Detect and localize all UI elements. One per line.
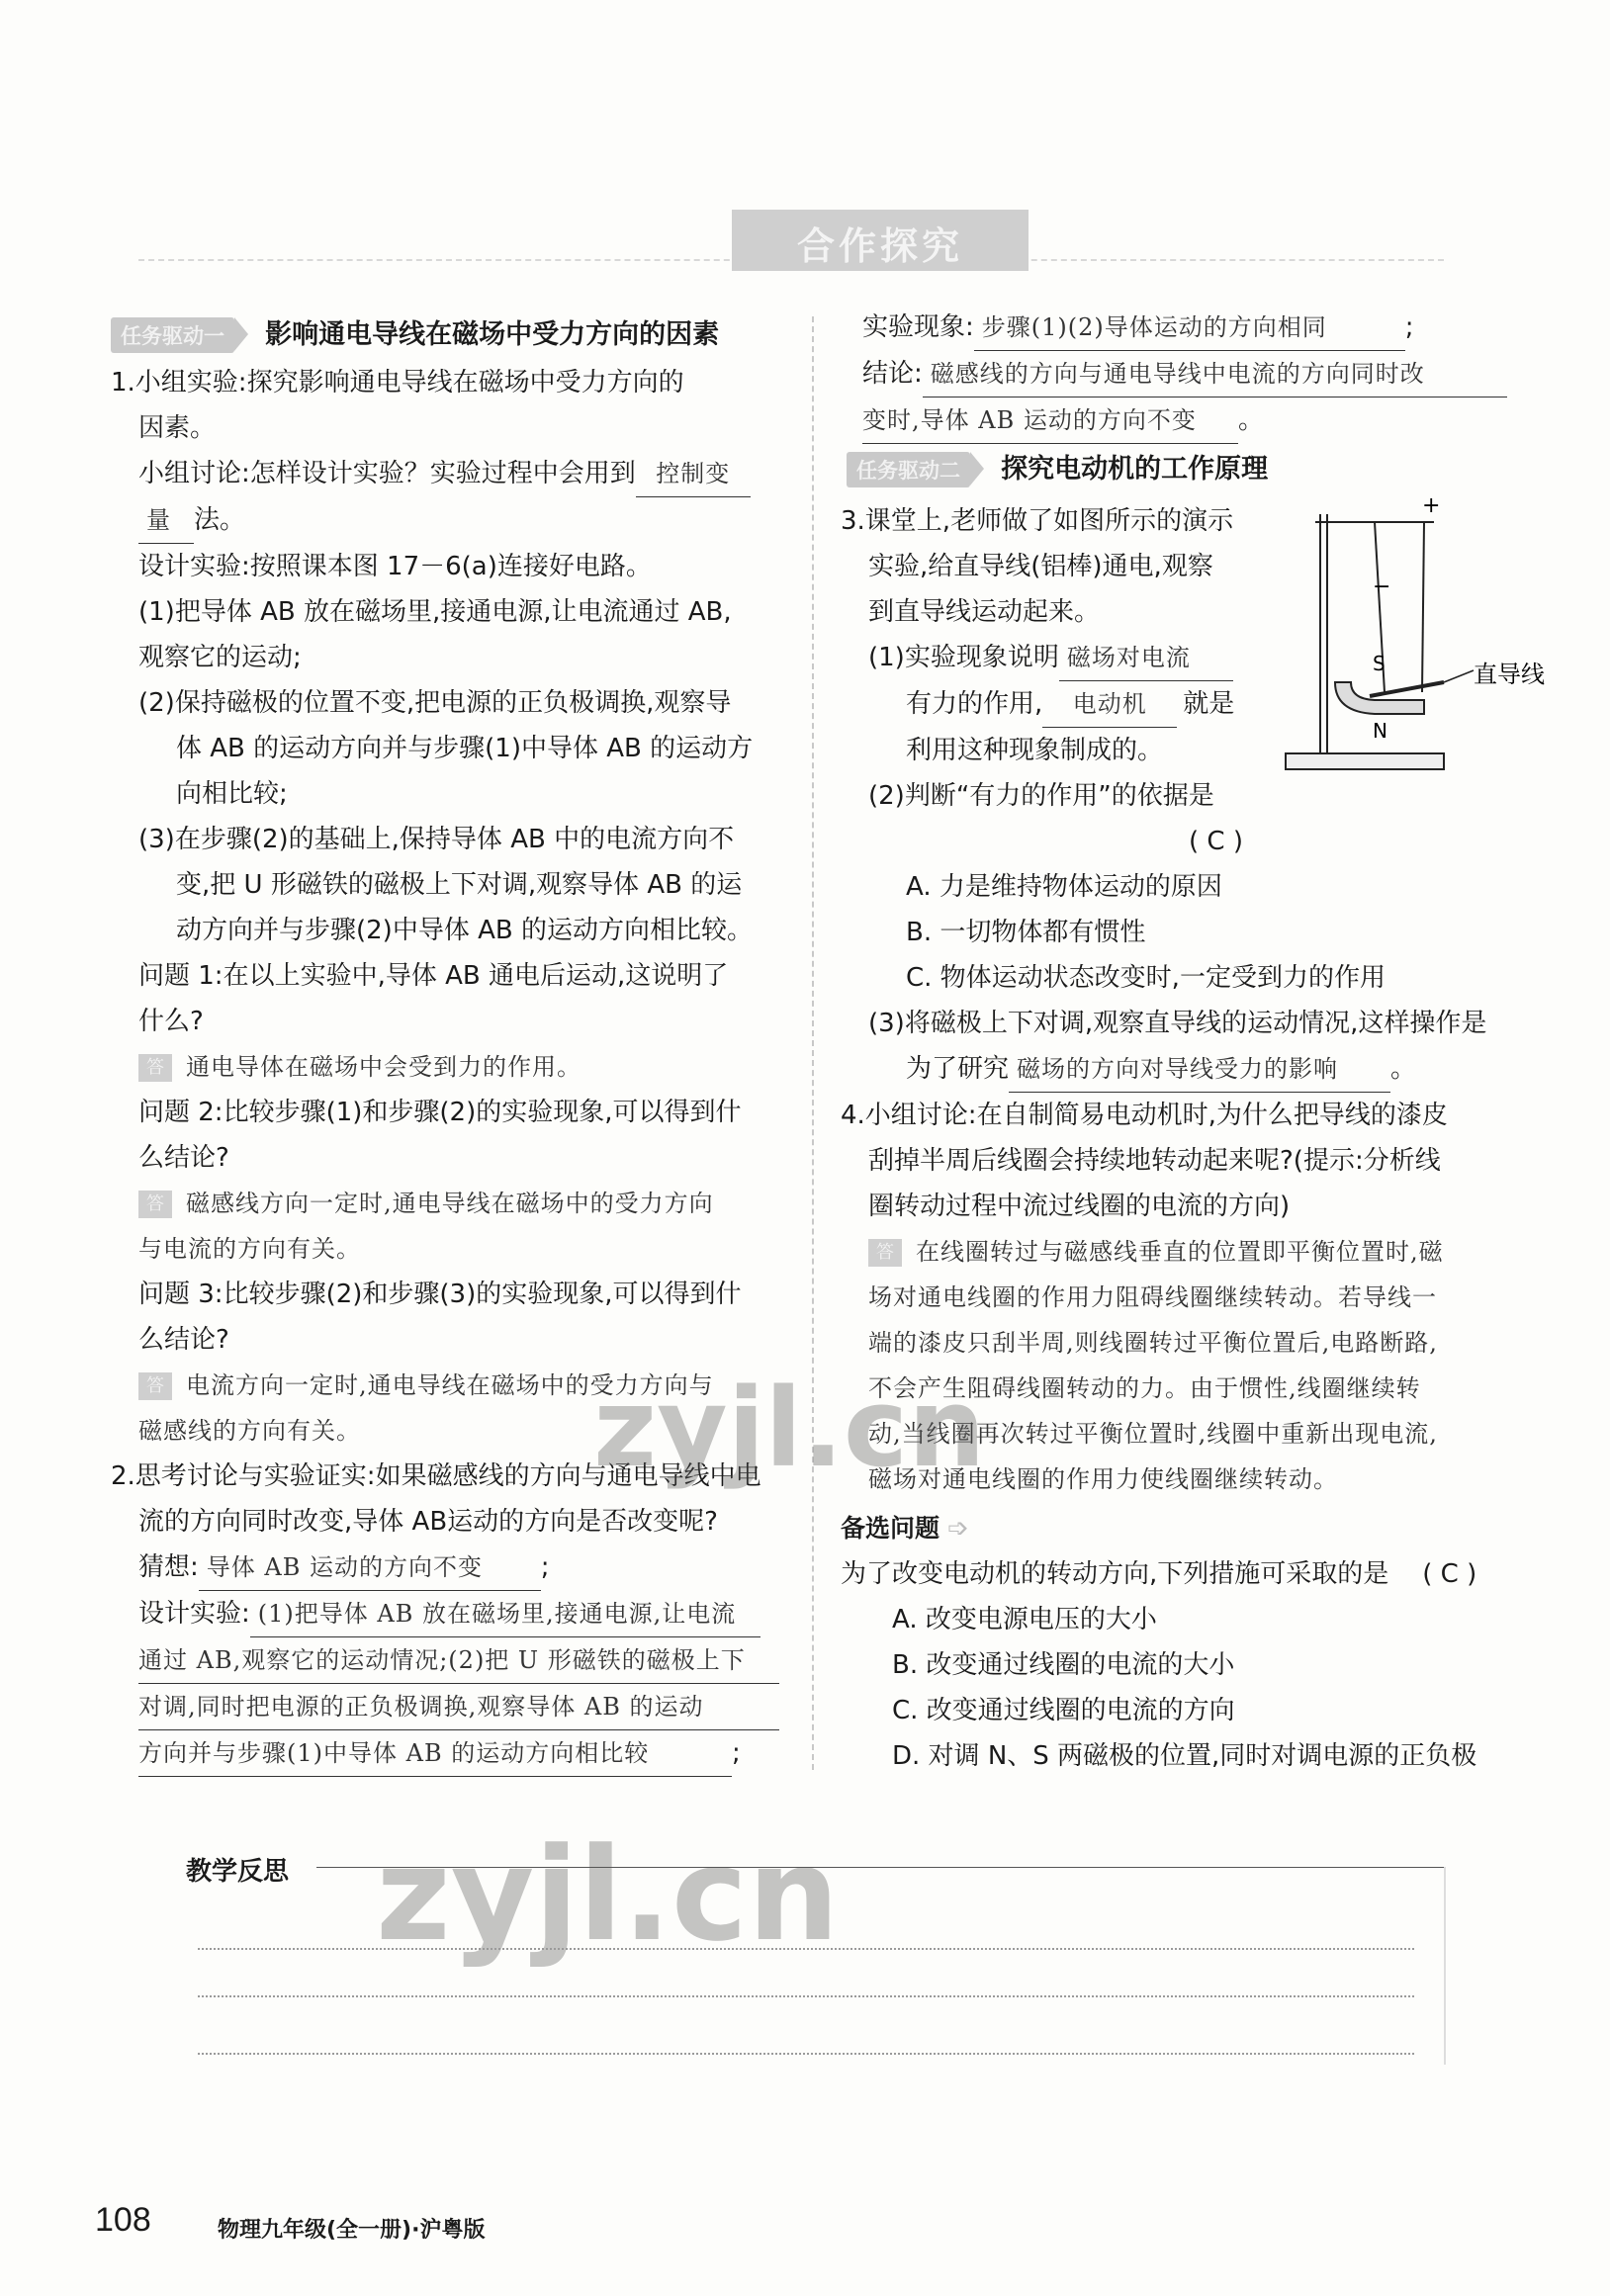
answer2 bbox=[111, 1181, 803, 1226]
answer4-text-e: 动,当线圈再次转过平衡位置时,线圈中重新出现电流, bbox=[868, 1420, 1438, 1448]
conclusion-prefix: 结论: bbox=[862, 359, 923, 389]
q3-3-period: 。 bbox=[1390, 1054, 1417, 1084]
q3-line1: 3.课堂上,老师做了如图所示的演示 bbox=[841, 506, 1234, 536]
alt-option-c: C. 改变通过线圈的电流的方向 bbox=[892, 1696, 1235, 1725]
step2-line1: (2)保持磁极的位置不变,把电源的正负极调换,观察导 bbox=[138, 688, 732, 718]
watermark-1: zyjl.cn bbox=[593, 1365, 986, 1491]
answer4-text-d: 不会产生阻碍线圈转动的力。由于惯性,线圈继续转 bbox=[868, 1374, 1421, 1402]
reflection-box-right bbox=[1444, 1867, 1446, 2065]
page-number: 108 bbox=[95, 2201, 151, 2239]
discuss-suffix: 法。 bbox=[194, 505, 246, 535]
answer-label: 答 bbox=[138, 1054, 172, 1082]
task2-title: 探究电动机的工作原理 bbox=[1001, 454, 1269, 485]
phenomenon-line bbox=[862, 305, 1545, 351]
option-b: B. 一切物体都有惯性 bbox=[906, 918, 1146, 947]
stand-base bbox=[1286, 753, 1444, 769]
reflection-line-3 bbox=[198, 2053, 1414, 2055]
wire-plus bbox=[1422, 522, 1424, 692]
step3-line3: 动方向并与步骤(2)中导体 AB 的运动方向相比较。 bbox=[176, 916, 753, 945]
step3-line1: (3)在步骤(2)的基础上,保持导体 AB 中的电流方向不 bbox=[138, 825, 735, 854]
option-c: C. 物体运动状态改变时,一定受到力的作用 bbox=[906, 963, 1386, 993]
reflection-line-2 bbox=[198, 1995, 1414, 1997]
problem2-line2: 么结论? bbox=[138, 1143, 229, 1173]
design2-line1 bbox=[111, 1591, 803, 1637]
right-column-top bbox=[862, 305, 1545, 444]
conclusion-period: 。 bbox=[1238, 405, 1265, 435]
design2-semicolon: ; bbox=[732, 1738, 741, 1768]
alt-option-d: D. 对调 N、S 两磁极的位置,同时对调电源的正负极 bbox=[892, 1741, 1477, 1771]
alt-answer: ( C ) bbox=[1422, 1559, 1477, 1589]
book-title: 物理九年级(全一册)·沪粤版 bbox=[218, 2218, 486, 2243]
answer4-line1 bbox=[841, 1229, 1553, 1275]
step1-line1: (1)把导体 AB 放在磁场里,接通电源,让电流通过 AB, bbox=[138, 597, 732, 627]
reflection-line-1 bbox=[198, 1948, 1414, 1950]
answer4-text-f: 磁场对通电线圈的作用力使线圈继续转动。 bbox=[868, 1465, 1338, 1493]
alt-option-b: B. 改变通过线圈的电流的大小 bbox=[892, 1650, 1235, 1680]
answer2-text-b: 与电流的方向有关。 bbox=[138, 1235, 361, 1263]
column-divider bbox=[812, 316, 814, 1770]
discuss-line2 bbox=[111, 497, 803, 544]
q3-3-prefix: 为了研究 bbox=[906, 1054, 1010, 1084]
discuss-line bbox=[111, 451, 803, 497]
apparatus-figure bbox=[1276, 494, 1572, 791]
q3-2-line: (2)判断“有力的作用”的依据是 bbox=[868, 781, 1214, 811]
rod-pointer bbox=[1444, 670, 1474, 682]
reflection-top-rule bbox=[316, 1867, 1444, 1868]
answer3-text-b: 磁感线的方向有关。 bbox=[138, 1417, 361, 1445]
alt-question bbox=[841, 1551, 1553, 1597]
problem1-line1: 问题 1:在以上实验中,导体 AB 通电后运动,这说明了 bbox=[138, 961, 729, 991]
q1-line2: 因素。 bbox=[138, 413, 217, 443]
conclusion-text-a: 磁感线的方向与通电导线中电流的方向同时改 bbox=[923, 351, 1507, 397]
q2-line2: 流的方向同时改变,导体 AB运动的方向是否改变呢? bbox=[138, 1507, 718, 1537]
fig-n: N bbox=[1373, 719, 1387, 743]
design2-line2 bbox=[111, 1637, 803, 1684]
answer-label: 答 bbox=[138, 1191, 172, 1218]
q3-1-line3: 利用这种现象制成的。 bbox=[906, 736, 1164, 765]
problem3-line1: 问题 3:比较步骤(2)和步骤(3)的实验现象,可以得到什 bbox=[138, 1280, 742, 1309]
guess-line bbox=[111, 1545, 803, 1591]
phenomenon-prefix: 实验现象: bbox=[862, 312, 974, 342]
design2-text-c: 对调,同时把电源的正负极调换,观察导体 AB 的运动 bbox=[138, 1684, 779, 1730]
q3-3-line1: (3)将磁极上下对调,观察直导线的运动情况,这样操作是 bbox=[868, 1009, 1487, 1038]
rod bbox=[1370, 682, 1444, 696]
watermark-2: zyjl.cn bbox=[376, 1819, 840, 1970]
fig-plus: + bbox=[1422, 494, 1441, 518]
alt-title-line bbox=[841, 1506, 1553, 1551]
q3-1-mid: 有力的作用, bbox=[906, 689, 1043, 719]
task1-header bbox=[111, 312, 719, 353]
discuss-answer-a: 控制变 bbox=[636, 451, 751, 497]
problem2-line1: 问题 2:比较步骤(1)和步骤(2)的实验现象,可以得到什 bbox=[138, 1098, 742, 1127]
section-title: 合作探究 bbox=[796, 224, 963, 268]
design2-text-b: 通过 AB,观察它的运动情况;(2)把 U 形磁铁的磁极上下 bbox=[138, 1637, 779, 1684]
q3-3-answer: 磁场的方向对导线受力的影响 bbox=[1009, 1046, 1390, 1093]
conclusion-line2 bbox=[862, 397, 1545, 444]
answer-label: 答 bbox=[868, 1239, 902, 1267]
design2-prefix: 设计实验: bbox=[138, 1599, 250, 1629]
answer4-text-b: 场对通电线圈的作用力阻碍线圈继续转动。若导线一 bbox=[868, 1283, 1437, 1311]
discuss-answer-b: 量 bbox=[138, 497, 194, 544]
guess-answer: 导体 AB 运动的方向不变 bbox=[199, 1545, 541, 1591]
answer3-text-a: 电流方向一定时,通电导线在磁场中的受力方向与 bbox=[186, 1371, 714, 1399]
conclusion-line1 bbox=[862, 351, 1545, 397]
guess-semicolon: ; bbox=[540, 1552, 550, 1582]
task2-header bbox=[847, 447, 1268, 487]
q1-line1: 1.小组实验:探究影响通电导线在磁场中受力方向的 bbox=[111, 368, 684, 397]
alt-title: 备选问题 bbox=[841, 1514, 940, 1543]
task1-tag: 任务驱动一 bbox=[111, 317, 234, 353]
task2-tag: 任务驱动二 bbox=[847, 452, 970, 487]
step2-line2: 体 AB 的运动方向并与步骤(1)中导体 AB 的运动方 bbox=[176, 734, 754, 763]
answer1 bbox=[111, 1044, 803, 1090]
q3-line3: 到直导线运动起来。 bbox=[868, 597, 1101, 627]
q2-line1: 2.思考讨论与实验证实:如果磁感线的方向与通电导线中电 bbox=[111, 1461, 761, 1491]
fig-label: 直导线 bbox=[1474, 661, 1545, 688]
fig-minus: − bbox=[1373, 574, 1391, 599]
phenomenon-semicolon: ; bbox=[1404, 312, 1414, 342]
q3-3-line2 bbox=[841, 1046, 1553, 1093]
discuss-prefix: 小组讨论:怎样设计实验？实验过程中会用到 bbox=[138, 459, 636, 488]
design2-text-a: (1)把导体 AB 放在磁场里,接通电源,让电流 bbox=[250, 1591, 760, 1637]
q4-line1: 4.小组讨论:在自制简易电动机时,为什么把导线的漆皮 bbox=[841, 1101, 1448, 1130]
q4-line2: 刮掉半周后线圈会持续地转动起来呢?(提示:分析线 bbox=[868, 1146, 1441, 1176]
alt-option-a: A. 改变电源电压的大小 bbox=[892, 1605, 1157, 1634]
design2-line3 bbox=[111, 1684, 803, 1730]
answer4-text-c: 端的漆皮只刮半周,则线圈转过平衡位置后,电路断路, bbox=[868, 1329, 1438, 1357]
guess-prefix: 猜想: bbox=[138, 1552, 199, 1582]
q3-line2: 实验,给直导线(铝棒)通电,观察 bbox=[868, 552, 1213, 581]
reflection-title: 教学反思 bbox=[186, 1857, 290, 1887]
option-a: A. 力是维持物体运动的原因 bbox=[906, 872, 1222, 902]
step1-line2: 观察它的运动; bbox=[138, 643, 302, 672]
answer2-text-a: 磁感线方向一定时,通电导线在磁场中的受力方向 bbox=[186, 1190, 714, 1217]
alt-arrow-icon: ➩ bbox=[947, 1514, 969, 1544]
design2-text-d: 方向并与步骤(1)中导体 AB 的运动方向相比较 bbox=[138, 1730, 732, 1777]
answer1-text: 通电导体在磁场中会受到力的作用。 bbox=[186, 1053, 581, 1081]
q3-1-prefix: (1)实验现象说明 bbox=[868, 643, 1059, 672]
q3-1-answer1: 磁场对电流 bbox=[1059, 635, 1233, 681]
answer-label: 答 bbox=[138, 1372, 172, 1400]
left-column bbox=[111, 360, 803, 1777]
step3-line2: 变,把 U 形磁铁的磁极上下对调,观察导体 AB 的运 bbox=[176, 870, 743, 900]
q4-line3: 圈转动过程中流过线圈的电流的方向) bbox=[868, 1192, 1291, 1221]
problem1-line2: 什么? bbox=[138, 1007, 204, 1036]
conclusion-text-b: 变时,导体 AB 运动的方向不变 bbox=[862, 397, 1238, 444]
phenomenon-answer: 步骤(1)(2)导体运动的方向相同 bbox=[974, 305, 1405, 351]
design2-line4 bbox=[111, 1730, 803, 1777]
design-line: 设计实验:按照课本图 17－6(a)连接好电路。 bbox=[138, 552, 652, 581]
q3-1-suffix: 就是 bbox=[1183, 689, 1235, 719]
q3-1-answer2: 电动机 bbox=[1042, 681, 1177, 728]
answer4-text-a: 在线圈转过与磁感线垂直的位置即平衡位置时,磁 bbox=[916, 1238, 1444, 1266]
problem3-line2: 么结论? bbox=[138, 1325, 229, 1355]
q3-2-answer: ( C ) bbox=[1189, 827, 1243, 856]
step2-line3: 向相比较; bbox=[176, 779, 288, 809]
fig-s: S bbox=[1373, 652, 1386, 675]
task1-title: 影响通电导线在磁场中受力方向的因素 bbox=[265, 319, 720, 350]
alt-question-text: 为了改变电动机的转动方向,下列措施可采取的是 bbox=[841, 1559, 1389, 1589]
